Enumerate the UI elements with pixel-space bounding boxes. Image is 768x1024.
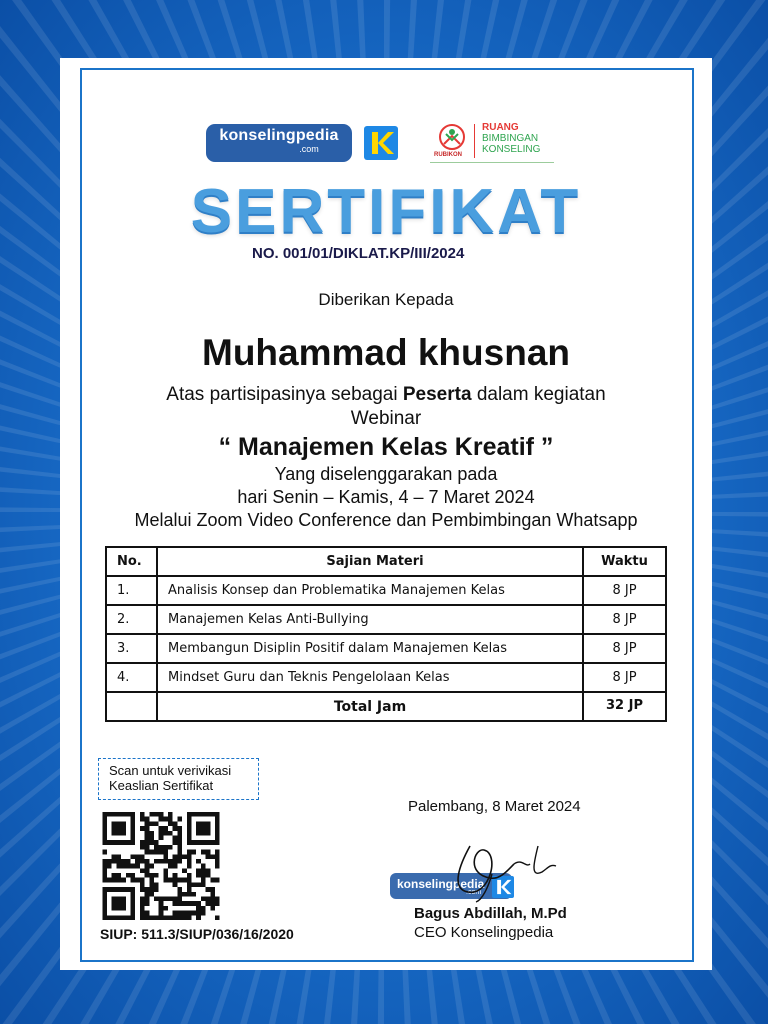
qr-module <box>173 864 178 869</box>
qr-module <box>121 878 126 883</box>
qr-module <box>215 878 220 883</box>
qr-module <box>196 915 201 920</box>
qr-module <box>149 831 154 836</box>
qr-module <box>210 901 215 906</box>
qr-module <box>112 873 117 878</box>
qr-code[interactable] <box>102 812 220 920</box>
qr-module <box>187 873 192 878</box>
qr-module <box>145 897 150 902</box>
qr-module <box>201 873 206 878</box>
qr-module <box>215 901 220 906</box>
rubikon-logo <box>430 122 560 162</box>
qr-module <box>177 892 182 897</box>
qr-module <box>159 859 164 864</box>
qr-module <box>130 854 135 859</box>
row-waktu: 8 JP <box>583 605 666 634</box>
qr-module <box>102 850 107 855</box>
qr-module <box>173 854 178 859</box>
qr-module <box>177 897 182 902</box>
qr-finder-module <box>112 897 126 911</box>
qr-module <box>145 831 150 836</box>
qr-module <box>196 868 201 873</box>
qr-module <box>102 864 107 869</box>
qr-module <box>145 864 150 869</box>
qr-module <box>196 882 201 887</box>
qr-module <box>154 821 159 826</box>
qr-module <box>177 817 182 822</box>
qr-module <box>126 864 131 869</box>
qr-module <box>163 868 168 873</box>
qr-module <box>182 878 187 883</box>
header-materi: Sajian Materi <box>157 547 583 576</box>
qr-module <box>163 845 168 850</box>
row-materi: Manajemen Kelas Anti-Bullying <box>157 605 583 634</box>
qr-module <box>177 840 182 845</box>
konselingpedia-logo <box>206 124 352 162</box>
qr-module <box>173 835 178 840</box>
qr-module <box>140 812 145 817</box>
rubikon-caption: RUBIKON <box>434 152 462 158</box>
qr-module <box>159 906 164 911</box>
qr-module <box>149 840 154 845</box>
rubikon-emblem-icon <box>434 122 470 152</box>
qr-module <box>163 915 168 920</box>
qr-module <box>177 845 182 850</box>
qr-module <box>163 854 168 859</box>
qr-module <box>182 915 187 920</box>
qr-module <box>159 826 164 831</box>
qr-module <box>173 826 178 831</box>
qr-module <box>187 882 192 887</box>
qr-module <box>121 859 126 864</box>
qr-module <box>145 868 150 873</box>
qr-module <box>206 868 211 873</box>
qr-module <box>145 901 150 906</box>
organized-label: Yang diselenggarakan pada <box>274 464 498 484</box>
qr-module <box>210 887 215 892</box>
participation-suffix: dalam kegiatan <box>471 384 606 405</box>
rubikon-divider <box>474 124 475 158</box>
medium-line: Melalui Zoom Video Conference dan Pembimbingan Whatsapp <box>134 510 638 530</box>
qr-module <box>140 854 145 859</box>
qr-module <box>201 864 206 869</box>
qr-module <box>201 906 206 911</box>
qr-module <box>168 878 173 883</box>
row-no: 4. <box>106 663 157 692</box>
konselingpedia-logo-name: konselingpedia <box>219 127 339 144</box>
qr-module <box>163 873 168 878</box>
qr-module <box>140 897 145 902</box>
participation-line <box>60 384 712 406</box>
qr-module <box>173 873 178 878</box>
row-waktu: 8 JP <box>583 576 666 605</box>
stamp-name: konselingpedia <box>397 877 485 891</box>
qr-module <box>177 831 182 836</box>
qr-module <box>145 850 150 855</box>
qr-module <box>140 868 145 873</box>
total-empty-cell <box>106 692 157 721</box>
qr-module <box>159 835 164 840</box>
signature-mark <box>430 834 570 904</box>
qr-module <box>126 873 131 878</box>
qr-module <box>187 887 192 892</box>
qr-module <box>112 854 117 859</box>
qr-module <box>149 882 154 887</box>
qr-module <box>145 835 150 840</box>
qr-module <box>163 817 168 822</box>
qr-module <box>112 859 117 864</box>
table-row <box>106 605 666 634</box>
participation-prefix: Atas partisipasinya sebagai <box>166 384 403 405</box>
qr-module <box>192 892 197 897</box>
qr-module <box>168 859 173 864</box>
qr-module <box>135 864 140 869</box>
qr-module <box>187 864 192 869</box>
qr-module <box>168 864 173 869</box>
qr-module <box>192 901 197 906</box>
participation-role: Peserta <box>402 384 472 405</box>
qr-module <box>187 878 192 883</box>
qr-module <box>126 859 131 864</box>
qr-module <box>173 897 178 902</box>
qr-module <box>130 878 135 883</box>
qr-module <box>173 901 178 906</box>
qr-module <box>201 897 206 902</box>
qr-module <box>163 906 168 911</box>
qr-module <box>102 859 107 864</box>
qr-module <box>140 887 145 892</box>
qr-module <box>173 911 178 916</box>
qr-module <box>154 873 159 878</box>
qr-module <box>145 859 150 864</box>
row-waktu: 8 JP <box>583 663 666 692</box>
qr-module <box>154 850 159 855</box>
qr-finder-module <box>112 821 126 835</box>
qr-module <box>154 845 159 850</box>
qr-module <box>215 850 220 855</box>
qr-module <box>145 873 150 878</box>
qr-module <box>173 915 178 920</box>
qr-module <box>177 826 182 831</box>
qr-module <box>210 878 215 883</box>
qr-module <box>163 850 168 855</box>
qr-module <box>135 859 140 864</box>
qr-module <box>107 864 112 869</box>
row-no: 3. <box>106 634 157 663</box>
event-title: “ Manajemen Kelas Kreatif ” <box>218 433 554 461</box>
header-waktu: Waktu <box>583 547 666 576</box>
qr-module <box>206 854 211 859</box>
qr-module <box>182 854 187 859</box>
qr-module <box>196 911 201 916</box>
qr-module <box>130 864 135 869</box>
qr-module <box>215 915 220 920</box>
qr-module <box>145 840 150 845</box>
table-row <box>106 576 666 605</box>
qr-module <box>116 859 121 864</box>
qr-module <box>206 901 211 906</box>
qr-module <box>163 878 168 883</box>
qr-module <box>140 826 145 831</box>
qr-module <box>187 854 192 859</box>
qr-module <box>149 887 154 892</box>
scan-verification-note <box>98 758 259 800</box>
qr-module <box>187 850 192 855</box>
qr-module <box>159 897 164 902</box>
qr-module <box>201 850 206 855</box>
qr-finder-module <box>196 821 210 835</box>
qr-module <box>201 911 206 916</box>
date-line: hari Senin – Kamis, 4 – 7 Maret 2024 <box>237 487 535 507</box>
qr-module <box>177 915 182 920</box>
qr-module <box>102 868 107 873</box>
table-total-row <box>106 692 666 721</box>
qr-module <box>159 812 164 817</box>
qr-module <box>182 911 187 916</box>
qr-module <box>168 845 173 850</box>
qr-module <box>187 859 192 864</box>
given-to-label: Diberikan Kepada <box>318 290 454 309</box>
row-no: 1. <box>106 576 157 605</box>
qr-module <box>159 831 164 836</box>
qr-module <box>140 859 145 864</box>
qr-module <box>206 897 211 902</box>
qr-module <box>140 817 145 822</box>
qr-module <box>206 887 211 892</box>
logo-row <box>206 122 606 162</box>
siup-number: SIUP: 511.3/SIUP/036/16/2020 <box>100 926 294 942</box>
qr-module <box>140 882 145 887</box>
qr-module <box>215 859 220 864</box>
certificate-number: NO. 001/01/DIKLAT.KP/III/2024 <box>252 245 465 262</box>
qr-module <box>154 812 159 817</box>
total-value: 32 JP <box>583 692 666 721</box>
qr-module <box>107 859 112 864</box>
recipient-name: Muhammad khusnan <box>202 332 570 373</box>
qr-module <box>145 826 150 831</box>
qr-module <box>177 878 182 883</box>
qr-module <box>149 812 154 817</box>
qr-module <box>159 845 164 850</box>
qr-module <box>140 840 145 845</box>
qr-module <box>135 854 140 859</box>
row-materi: Membangun Disiplin Positif dalam Manajemen Kelas <box>157 634 583 663</box>
row-materi: Analisis Konsep dan Problematika Manajemen Kelas <box>157 576 583 605</box>
qr-module <box>130 873 135 878</box>
qr-module <box>149 821 154 826</box>
table-row <box>106 634 666 663</box>
row-materi: Mindset Guru dan Teknis Pengelolaan Kelas <box>157 663 583 692</box>
qr-module <box>173 882 178 887</box>
certificate-title: SERTIFIKAT <box>190 177 582 246</box>
qr-module <box>177 835 182 840</box>
qr-module <box>210 906 215 911</box>
qr-module <box>177 850 182 855</box>
qr-module <box>159 911 164 916</box>
place-date: Palembang, 8 Maret 2024 <box>408 798 581 815</box>
qr-module <box>168 831 173 836</box>
qr-module <box>145 887 150 892</box>
qr-module <box>102 878 107 883</box>
qr-module <box>159 850 164 855</box>
qr-module <box>135 878 140 883</box>
qr-module <box>149 835 154 840</box>
qr-module <box>149 864 154 869</box>
qr-module <box>163 831 168 836</box>
materials-table <box>105 546 667 722</box>
qr-module <box>116 873 121 878</box>
qr-module <box>196 901 201 906</box>
signer-name: Bagus Abdillah, M.Pd <box>414 905 567 922</box>
qr-module <box>154 887 159 892</box>
qr-module <box>140 901 145 906</box>
qr-module <box>177 901 182 906</box>
qr-module <box>206 850 211 855</box>
qr-module <box>102 873 107 878</box>
qr-module <box>145 892 150 897</box>
event-type: Webinar <box>350 408 422 429</box>
qr-module <box>182 892 187 897</box>
rubikon-line-3: KONSELING <box>482 144 541 155</box>
qr-module <box>145 911 150 916</box>
rubikon-underline <box>430 162 554 163</box>
qr-module <box>154 915 159 920</box>
qr-module <box>182 868 187 873</box>
qr-module <box>196 906 201 911</box>
qr-module <box>201 882 206 887</box>
qr-module <box>182 901 187 906</box>
qr-module <box>140 915 145 920</box>
qr-module <box>206 873 211 878</box>
qr-module <box>145 845 150 850</box>
k-logo-icon <box>364 126 398 160</box>
qr-module <box>210 854 215 859</box>
qr-module <box>168 821 173 826</box>
qr-module <box>149 873 154 878</box>
qr-module <box>112 878 117 883</box>
signer-role: CEO Konselingpedia <box>414 924 554 941</box>
qr-module <box>168 817 173 822</box>
table-row <box>106 663 666 692</box>
qr-module <box>116 864 121 869</box>
qr-module <box>173 821 178 826</box>
qr-module <box>187 911 192 916</box>
qr-module <box>187 901 192 906</box>
qr-module <box>149 878 154 883</box>
qr-module <box>215 864 220 869</box>
qr-module <box>145 915 150 920</box>
qr-module <box>154 897 159 902</box>
qr-module <box>192 911 197 916</box>
qr-module <box>140 906 145 911</box>
qr-module <box>140 845 145 850</box>
qr-module <box>201 868 206 873</box>
qr-module <box>149 915 154 920</box>
qr-module <box>140 878 145 883</box>
qr-module <box>168 915 173 920</box>
scan-line-2: Keaslian Sertifikat <box>109 778 214 793</box>
qr-module <box>177 859 182 864</box>
qr-module <box>159 817 164 822</box>
header-no: No. <box>106 547 157 576</box>
qr-module <box>154 840 159 845</box>
qr-module <box>201 878 206 883</box>
qr-module <box>177 887 182 892</box>
qr-module <box>177 854 182 859</box>
qr-module <box>215 897 220 902</box>
qr-module <box>177 911 182 916</box>
qr-module <box>163 897 168 902</box>
qr-module <box>107 878 112 883</box>
qr-module <box>196 873 201 878</box>
qr-module <box>168 897 173 902</box>
qr-module <box>121 864 126 869</box>
qr-module <box>159 915 164 920</box>
qr-module <box>149 892 154 897</box>
qr-module <box>192 850 197 855</box>
qr-module <box>149 850 154 855</box>
qr-module <box>210 897 215 902</box>
rubikon-line-2: BIMBINGAN <box>482 133 539 144</box>
qr-module <box>215 854 220 859</box>
qr-module <box>187 892 192 897</box>
total-label: Total Jam <box>157 692 583 721</box>
qr-module <box>173 878 178 883</box>
qr-module <box>140 911 145 916</box>
qr-module <box>154 882 159 887</box>
stamp-domain: .com <box>466 889 482 896</box>
qr-module <box>187 915 192 920</box>
qr-module <box>116 854 121 859</box>
qr-module <box>145 821 150 826</box>
row-waktu: 8 JP <box>583 634 666 663</box>
qr-module <box>163 859 168 864</box>
table-header-row <box>106 547 666 576</box>
qr-module <box>145 817 150 822</box>
qr-module <box>192 882 197 887</box>
konselingpedia-logo-domain: .com <box>299 144 319 154</box>
row-no: 2. <box>106 605 157 634</box>
qr-module <box>154 859 159 864</box>
qr-module <box>173 859 178 864</box>
qr-module <box>163 826 168 831</box>
qr-module <box>173 840 178 845</box>
qr-module <box>210 892 215 897</box>
scan-line-1: Scan untuk verivikasi <box>109 763 232 778</box>
qr-module <box>168 812 173 817</box>
qr-module <box>196 859 201 864</box>
qr-module <box>116 878 121 883</box>
rubikon-text <box>482 122 540 155</box>
certificate-card <box>60 58 712 970</box>
rubikon-line-1: RUANG <box>482 122 519 133</box>
qr-module <box>159 901 164 906</box>
